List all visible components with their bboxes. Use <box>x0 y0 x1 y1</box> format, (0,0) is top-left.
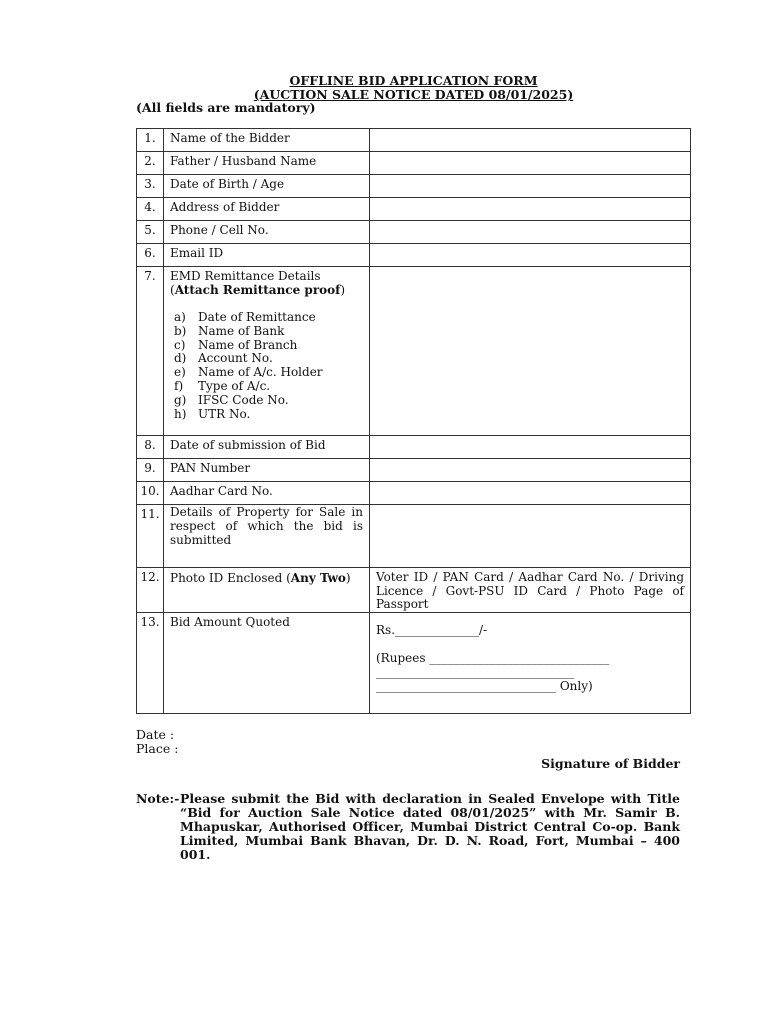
emd-details-cell <box>164 267 370 436</box>
place-label: Place : <box>136 741 179 756</box>
field-label: Details of Property for Sale in respect of which the bid is submitted <box>164 505 370 568</box>
rupees-words-line: ______________________________ Only) <box>376 678 593 693</box>
emd-sub-list <box>170 311 363 421</box>
email-field[interactable] <box>370 244 691 267</box>
attach-proof-note: (Attach Remittance proof) <box>170 283 345 297</box>
row-number: 9. <box>137 459 164 482</box>
row-number: 7. <box>137 267 164 436</box>
list-item: c) Name of Branch <box>174 337 298 352</box>
emd-details-field[interactable] <box>370 267 691 436</box>
rs-amount-line: Rs.______________/- <box>376 622 488 637</box>
row-number: 12. <box>137 568 164 613</box>
dob-age-field[interactable] <box>370 175 691 198</box>
table-row <box>137 459 691 482</box>
field-label: Aadhar Card No. <box>164 482 370 505</box>
field-label: Phone / Cell No. <box>164 221 370 244</box>
row-number: 3. <box>137 175 164 198</box>
mandatory-note: (All fields are mandatory) <box>136 100 316 115</box>
signature-label: Signature of Bidder <box>541 756 680 771</box>
table-row <box>137 129 691 152</box>
photo-id-options: Voter ID / PAN Card / Aadhar Card No. / Driving Licence / Govt-PSU ID Card / Photo Page of Passport <box>370 568 691 613</box>
row-number: 13. <box>137 612 164 713</box>
any-two-label: Any Two <box>290 571 346 585</box>
list-item: f) Type of A/c. <box>174 378 271 393</box>
property-details-field[interactable] <box>370 505 691 568</box>
date-label: Date : <box>136 727 175 742</box>
list-item: g) IFSC Code No. <box>174 392 289 407</box>
rupees-words-line: (Rupees ______________________________ <box>376 650 610 665</box>
list-item: a) Date of Remittance <box>174 310 316 324</box>
field-label: Father / Husband Name <box>164 152 370 175</box>
table-row <box>137 221 691 244</box>
note-text: Please submit the Bid with declaration in Sealed Envelope with Title “Bid for Auction Sale Notice dated 08/01/2025” with Mr. Samir B. Mhapuskar, Authorised Officer, Mumbai District Central Co-op. Bank Limited, Mumbai Bank Bhavan, Dr. D. N. Road, Fort, Mumbai – 400 001. <box>180 791 680 862</box>
bidder-name-field[interactable] <box>370 129 691 152</box>
row-number: 2. <box>137 152 164 175</box>
row-number: 11. <box>137 505 164 568</box>
note-block <box>136 792 680 862</box>
field-label: Date of Birth / Age <box>164 175 370 198</box>
form-subtitle: (AUCTION SALE NOTICE DATED 08/01/2025) <box>253 87 574 102</box>
bid-amount-field[interactable] <box>370 612 691 713</box>
row-number: 8. <box>137 436 164 459</box>
aadhar-field[interactable] <box>370 482 691 505</box>
table-row <box>137 568 691 613</box>
date-place-block <box>136 728 178 756</box>
row-number: 4. <box>137 198 164 221</box>
row-number: 6. <box>137 244 164 267</box>
field-label: Address of Bidder <box>164 198 370 221</box>
note-label: Note:- <box>136 791 180 806</box>
table-row <box>137 482 691 505</box>
row-number: 1. <box>137 129 164 152</box>
table-row <box>137 436 691 459</box>
field-label: Name of the Bidder <box>164 129 370 152</box>
field-label: Date of submission of Bid <box>164 436 370 459</box>
field-label: PAN Number <box>164 459 370 482</box>
table-row <box>137 612 691 713</box>
table-row <box>137 152 691 175</box>
list-item: h) UTR No. <box>174 406 251 421</box>
submission-date-field[interactable] <box>370 436 691 459</box>
table-row <box>137 198 691 221</box>
field-label: Email ID <box>164 244 370 267</box>
list-item: e) Name of A/c. Holder <box>174 365 323 380</box>
photo-id-label-cell: Photo ID Enclosed (Any Two) <box>164 568 370 613</box>
form-title: OFFLINE BID APPLICATION FORM <box>289 73 538 88</box>
field-label: Photo ID Enclosed ( <box>170 571 291 585</box>
row-number: 5. <box>137 221 164 244</box>
bid-form-table <box>136 128 691 714</box>
address-field[interactable] <box>370 198 691 221</box>
list-item: d) Account No. <box>174 351 273 366</box>
field-label: Bid Amount Quoted <box>164 612 370 713</box>
list-item: b) Name of Bank <box>174 323 285 338</box>
pan-field[interactable] <box>370 459 691 482</box>
table-row <box>137 175 691 198</box>
row-number: 10. <box>137 482 164 505</box>
rupees-words-line: _________________________________ <box>376 664 574 679</box>
table-row <box>137 244 691 267</box>
phone-field[interactable] <box>370 221 691 244</box>
table-row <box>137 267 691 436</box>
father-husband-name-field[interactable] <box>370 152 691 175</box>
table-row <box>137 505 691 568</box>
field-label: EMD Remittance Details <box>170 269 321 283</box>
